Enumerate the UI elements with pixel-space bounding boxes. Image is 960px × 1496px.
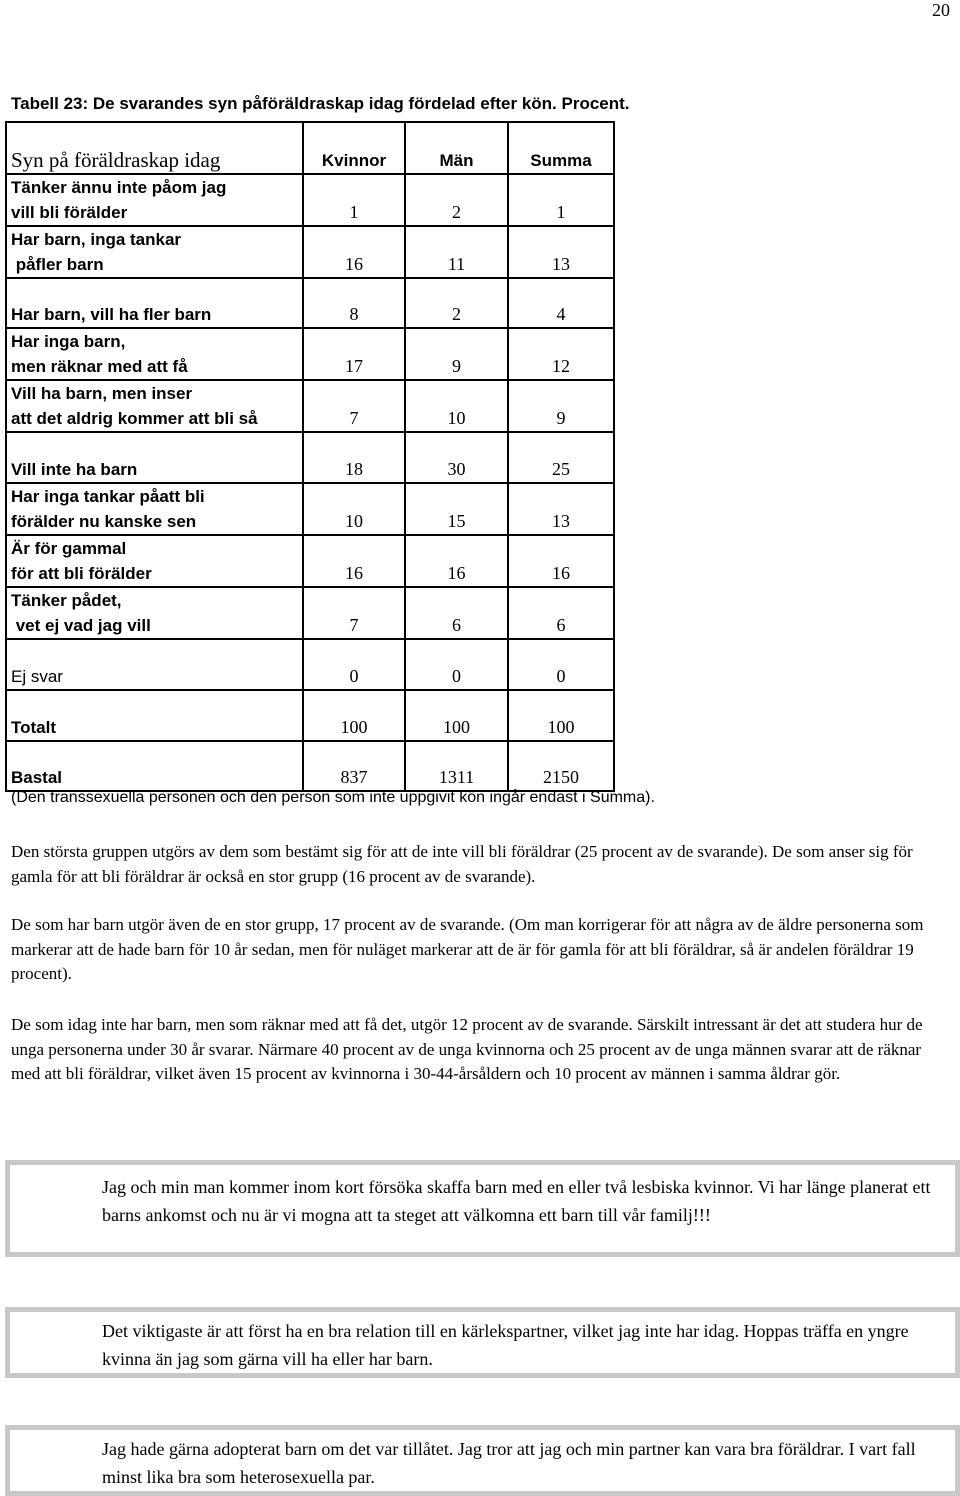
row-label: Är för gammal för att bli förälder xyxy=(6,535,303,587)
cell-summa: 16 xyxy=(508,535,614,587)
cell-summa: 12 xyxy=(508,328,614,380)
cell-kvinnor: 16 xyxy=(303,226,405,278)
paragraph: De som har barn utgör även de en stor grupp, 17 procent av de svarande. (Om man korrigerar för att några av de äldre personerna som markerar att de hade barn för 10 år sedan, men för nuläget markerar att de är för gamla för att bli föräldrar, så är andelen föräldrar 19 procent). xyxy=(11,915,924,983)
table-row xyxy=(6,278,614,328)
quote-text: Det viktigaste är att först ha en bra relation till en kärlekspartner, vilket jag inte har idag. Hoppas träffa en yngre kvinna än jag som gärna vill ha eller har barn. xyxy=(102,1321,909,1369)
cell-man: 1311 xyxy=(405,741,508,791)
row-label: Tänker pådet, vet ej vad jag vill xyxy=(6,587,303,639)
cell-kvinnor: 1 xyxy=(303,174,405,226)
cell-summa: 1 xyxy=(508,174,614,226)
cell-kvinnor: 10 xyxy=(303,483,405,535)
row-label: Har inga tankar påatt bli förälder nu kanske sen xyxy=(6,483,303,535)
cell-man: 16 xyxy=(405,535,508,587)
cell-summa: 6 xyxy=(508,587,614,639)
row-label: Tänker ännu inte påom jag vill bli förälder xyxy=(6,174,303,226)
cell-summa: 4 xyxy=(508,278,614,328)
row-label: Har inga barn, men räknar med att få xyxy=(6,328,303,380)
quote-box xyxy=(5,1160,960,1257)
cell-summa: 13 xyxy=(508,483,614,535)
table-row xyxy=(6,483,614,535)
cell-summa: 25 xyxy=(508,432,614,483)
cell-summa: 13 xyxy=(508,226,614,278)
cell-summa: 100 xyxy=(508,690,614,741)
quote-text: Jag och min man kommer inom kort försöka skaffa barn med en eller två lesbiska kvinnor. Vi har länge planerat ett barns ankomst och nu är vi mogna att ta steget att välkomna ett barn till vår familj!!! xyxy=(102,1177,931,1225)
table-row xyxy=(6,380,614,432)
cell-man: 15 xyxy=(405,483,508,535)
table-row xyxy=(6,328,614,380)
cell-man: 11 xyxy=(405,226,508,278)
row-label: Vill inte ha barn xyxy=(6,432,303,483)
table-row xyxy=(6,535,614,587)
table-footnote: (Den transsexuella personen och den person som inte uppgivit kön ingår endast i Summa). xyxy=(11,789,655,806)
cell-man: 2 xyxy=(405,278,508,328)
table-row xyxy=(6,741,614,791)
cell-man: 10 xyxy=(405,380,508,432)
row-label: Har barn, vill ha fler barn xyxy=(6,278,303,328)
table-row xyxy=(6,587,614,639)
corner-header: Syn på föräldraskap idag xyxy=(6,122,303,174)
table-row xyxy=(6,639,614,690)
row-label: Har barn, inga tankar påfler barn xyxy=(6,226,303,278)
cell-man: 0 xyxy=(405,639,508,690)
cell-kvinnor: 7 xyxy=(303,587,405,639)
column-header-man: Män xyxy=(405,122,508,174)
column-header-summa: Summa xyxy=(508,122,614,174)
cell-summa: 9 xyxy=(508,380,614,432)
table-row xyxy=(6,432,614,483)
table-caption: Tabell 23: De svarandes syn påföräldraskap idag fördelad efter kön. Procent. xyxy=(11,94,630,113)
column-header-kvinnor: Kvinnor xyxy=(303,122,405,174)
cell-man: 30 xyxy=(405,432,508,483)
page-number: 20 xyxy=(932,0,950,20)
cell-kvinnor: 17 xyxy=(303,328,405,380)
table-header-row xyxy=(6,122,614,174)
paragraph: Den största gruppen utgörs av dem som bestämt sig för att de inte vill bli föräldrar (25 procent av de svarande). De som anser sig för gamla för att bli föräldrar är också en stor grupp (16 procent av de svarande). xyxy=(11,842,913,886)
cell-summa: 2150 xyxy=(508,741,614,791)
cell-kvinnor: 0 xyxy=(303,639,405,690)
table-row xyxy=(6,690,614,741)
table-row xyxy=(6,226,614,278)
cell-kvinnor: 18 xyxy=(303,432,405,483)
row-label: Ej svar xyxy=(6,639,303,690)
paragraph: De som idag inte har barn, men som räknar med att få det, utgör 12 procent av de svarande. Särskilt intressant är det att studera hur de unga personerna under 30 år svarar. Närmare 40 procent av de unga kvinnorna och 25 procent av de unga männen svarar att de räknar med att bli föräldrar, vilket även 15 procent av kvinnorna i 30-44-årsåldern och 10 procent av männen i samma åldrar gör. xyxy=(11,1015,923,1083)
cell-kvinnor: 7 xyxy=(303,380,405,432)
cell-kvinnor: 100 xyxy=(303,690,405,741)
cell-man: 9 xyxy=(405,328,508,380)
cell-kvinnor: 8 xyxy=(303,278,405,328)
cell-summa: 0 xyxy=(508,639,614,690)
row-label: Vill ha barn, men inser att det aldrig kommer att bli så xyxy=(6,380,303,432)
cell-man: 6 xyxy=(405,587,508,639)
table-row xyxy=(6,174,614,226)
cell-man: 2 xyxy=(405,174,508,226)
cell-kvinnor: 837 xyxy=(303,741,405,791)
row-label: Bastal xyxy=(6,741,303,791)
quote-text: Jag hade gärna adopterat barn om det var tillåtet. Jag tror att jag och min partner kan vara bra föräldrar. I vart fall minst lika bra som heterosexuella par. xyxy=(102,1439,916,1487)
row-label: Totalt xyxy=(6,690,303,741)
quote-box xyxy=(5,1425,960,1496)
cell-kvinnor: 16 xyxy=(303,535,405,587)
cell-man: 100 xyxy=(405,690,508,741)
quote-box xyxy=(5,1307,960,1378)
data-table xyxy=(5,121,615,792)
